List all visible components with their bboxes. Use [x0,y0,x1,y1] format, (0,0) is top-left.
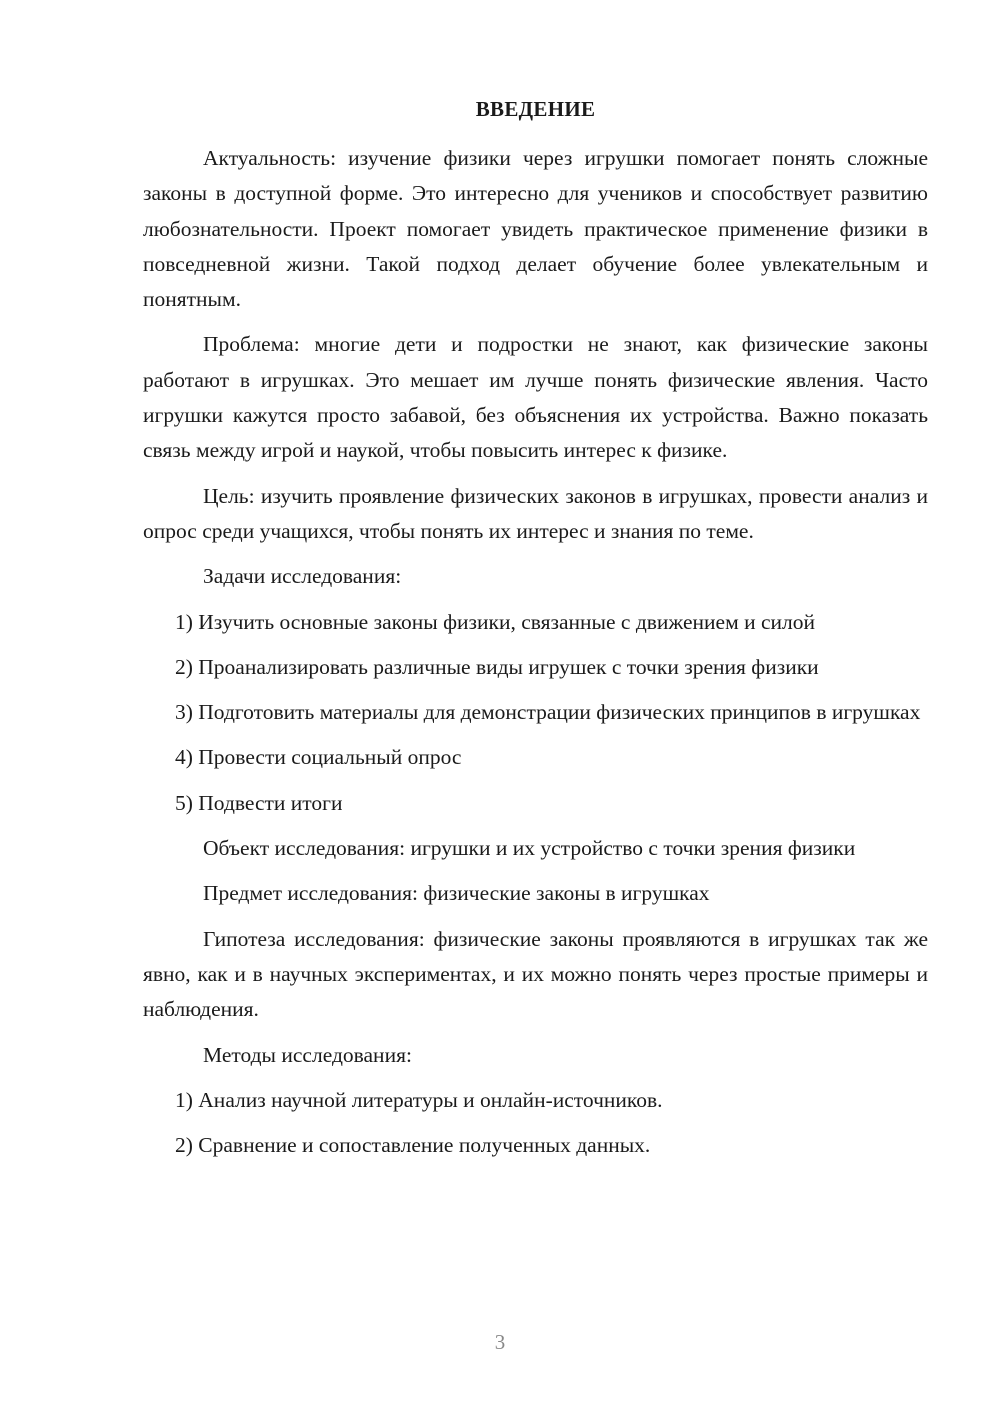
relevance-paragraph: Актуальность: изучение физики через игрушки помогает понять сложные законы в доступной форме. Это интересно для учеников и способствует развитию любознательности. Проект помогает увидеть практическое применение физики в повседневной жизни. Такой подход делает обучение более увлекательным и понятным. [143,146,928,312]
method-item-2: 2) Сравнение и сопоставление полученных данных. [175,1133,651,1158]
tasks-heading: Задачи исследования: [203,564,402,589]
object-paragraph: Объект исследования: игрушки и их устройство с точки зрения физики [203,836,856,861]
page-number: 3 [494,1330,506,1354]
page-title: ВВЕДЕНИЕ [475,97,596,121]
subject-paragraph: Предмет исследования: физические законы в игрушках [203,881,710,906]
task-item-3: 3) Подготовить материалы для демонстрации физических принципов в игрушках [175,700,921,725]
methods-heading: Методы исследования: [203,1042,412,1067]
method-item-1: 1) Анализ научной литературы и онлайн-источников. [175,1087,663,1112]
task-item-1: 1) Изучить основные законы физики, связанные с движением и силой [175,609,815,634]
goal-paragraph: Цель: изучить проявление физических законов в игрушках, провести анализ и опрос среди учащихся, чтобы понять их интерес и знания по теме. [143,483,928,543]
task-item-4: 4) Провести социальный опрос [175,745,462,770]
problem-paragraph: Проблема: многие дети и подростки не знают, как физические законы работают в игрушках. Это мешает им лучше понять физические явления. Часто игрушки кажутся просто забавой, без объяснения их устройства. Важно показать связь между игрой и наукой, чтобы повысить интерес к физике. [143,332,928,463]
task-item-5: 5) Подвести итоги [175,790,343,815]
task-item-2: 2) Проанализировать различные виды игрушек с точки зрения физики [175,654,819,679]
document-page [143,92,928,1173]
hypothesis-paragraph: Гипотеза исследования: физические законы проявляются в игрушках так же явно, как и в научных экспериментах, и их можно понять через простые примеры и наблюдения. [143,926,928,1022]
